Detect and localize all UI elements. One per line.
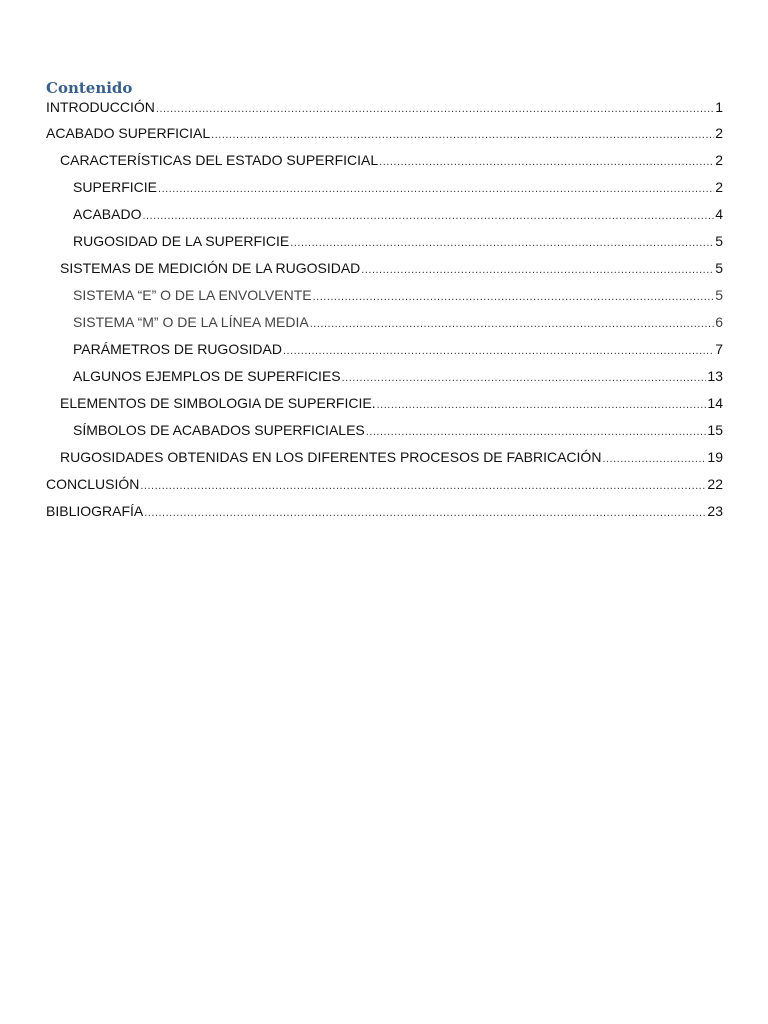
- toc-entry-label: INTRODUCCIÓN: [46, 99, 155, 115]
- toc-entry-page: 2: [715, 179, 723, 195]
- toc-entry-simbolos[interactable]: [46, 421, 723, 448]
- toc-entry-page: 22: [707, 476, 723, 492]
- toc-entry-page: 5: [715, 287, 723, 303]
- toc-dot-leader: [144, 504, 706, 522]
- toc-dot-leader: [142, 207, 714, 225]
- toc-dot-leader: [211, 126, 714, 144]
- toc-entry-sistema-e[interactable]: [46, 286, 723, 313]
- toc-entry-label: ELEMENTOS DE SIMBOLOGIA DE SUPERFICIE.: [60, 395, 376, 411]
- toc-entry-acabado[interactable]: [46, 205, 723, 232]
- toc-entry-label: RUGOSIDAD DE LA SUPERFICIE: [73, 233, 290, 249]
- toc-entry-elementos-simbologia[interactable]: [46, 394, 723, 421]
- toc-entry-sistema-m[interactable]: [46, 313, 723, 340]
- toc-dot-leader: [602, 450, 706, 468]
- toc-entry-label: SISTEMAS DE MEDICIÓN DE LA RUGOSIDAD: [60, 260, 361, 276]
- toc-entry-page: 5: [715, 260, 723, 276]
- toc-entry-page: 23: [707, 503, 723, 519]
- toc-entry-page: 4: [715, 206, 723, 222]
- toc-entry-page: 7: [715, 341, 723, 357]
- toc-entry-label: SUPERFICIE: [73, 179, 158, 195]
- toc-entry-label: SISTEMA “M” O DE LA LÍNEA MEDIA: [73, 314, 309, 330]
- toc-entry-label: SÍMBOLOS DE ACABADOS SUPERFICIALES: [73, 422, 365, 438]
- toc-entry-page: 1: [715, 99, 723, 115]
- toc-entry-ejemplos[interactable]: [46, 367, 723, 394]
- toc-entry-page: 13: [707, 368, 723, 384]
- toc-entry-label: SISTEMA “E” O DE LA ENVOLVENTE: [73, 287, 312, 303]
- toc-title: Contenido: [46, 79, 133, 97]
- toc-entry-rugosidad-superficie[interactable]: [46, 232, 723, 259]
- toc-dot-leader: [283, 342, 714, 360]
- table-of-contents: [46, 78, 723, 529]
- toc-entry-page: 14: [707, 395, 723, 411]
- toc-entry-page: 2: [715, 125, 723, 141]
- toc-entry-conclusion[interactable]: [46, 475, 723, 502]
- toc-entry-page: 6: [715, 314, 723, 330]
- toc-dot-leader: [310, 315, 714, 333]
- toc-dot-leader: [377, 396, 707, 414]
- toc-entry-label: BIBLIOGRAFÍA: [46, 503, 144, 519]
- toc-entry-label: ACABADO: [73, 206, 142, 222]
- toc-entry-parametros[interactable]: [46, 340, 723, 367]
- toc-dot-leader: [290, 234, 714, 252]
- toc-entry-label: PARÁMETROS DE RUGOSIDAD: [73, 341, 282, 357]
- toc-entry-caracteristicas[interactable]: [46, 151, 723, 178]
- toc-entry-label: ACABADO SUPERFICIAL: [46, 125, 211, 141]
- toc-dot-leader: [366, 423, 707, 441]
- toc-entry-rugosidades-procesos[interactable]: [46, 448, 723, 475]
- toc-entry-acabado-superficial[interactable]: [46, 124, 723, 151]
- toc-dot-leader: [156, 100, 714, 118]
- toc-dot-leader: [140, 477, 706, 495]
- toc-entry-label: RUGOSIDADES OBTENIDAS EN LOS DIFERENTES PROCESOS DE FABRICACIÓN: [60, 449, 602, 465]
- toc-dot-leader: [158, 180, 714, 198]
- toc-entry-page: 5: [715, 233, 723, 249]
- toc-entry-page: 19: [707, 449, 723, 465]
- toc-entry-label: CONCLUSIÓN: [46, 476, 140, 492]
- toc-entry-bibliografia[interactable]: [46, 502, 723, 529]
- toc-list: [46, 98, 723, 529]
- toc-entry-page: 15: [707, 422, 723, 438]
- toc-entry-label: ALGUNOS EJEMPLOS DE SUPERFICIES: [73, 368, 341, 384]
- toc-entry-label: CARACTERÍSTICAS DEL ESTADO SUPERFICIAL: [60, 152, 379, 168]
- toc-entry-introduccion[interactable]: [46, 98, 723, 124]
- toc-entry-sistemas-medicion[interactable]: [46, 259, 723, 286]
- toc-dot-leader: [379, 153, 714, 171]
- toc-dot-leader: [361, 261, 714, 279]
- toc-dot-leader: [313, 288, 715, 306]
- toc-entry-superficie[interactable]: [46, 178, 723, 205]
- toc-entry-page: 2: [715, 152, 723, 168]
- toc-dot-leader: [342, 369, 707, 387]
